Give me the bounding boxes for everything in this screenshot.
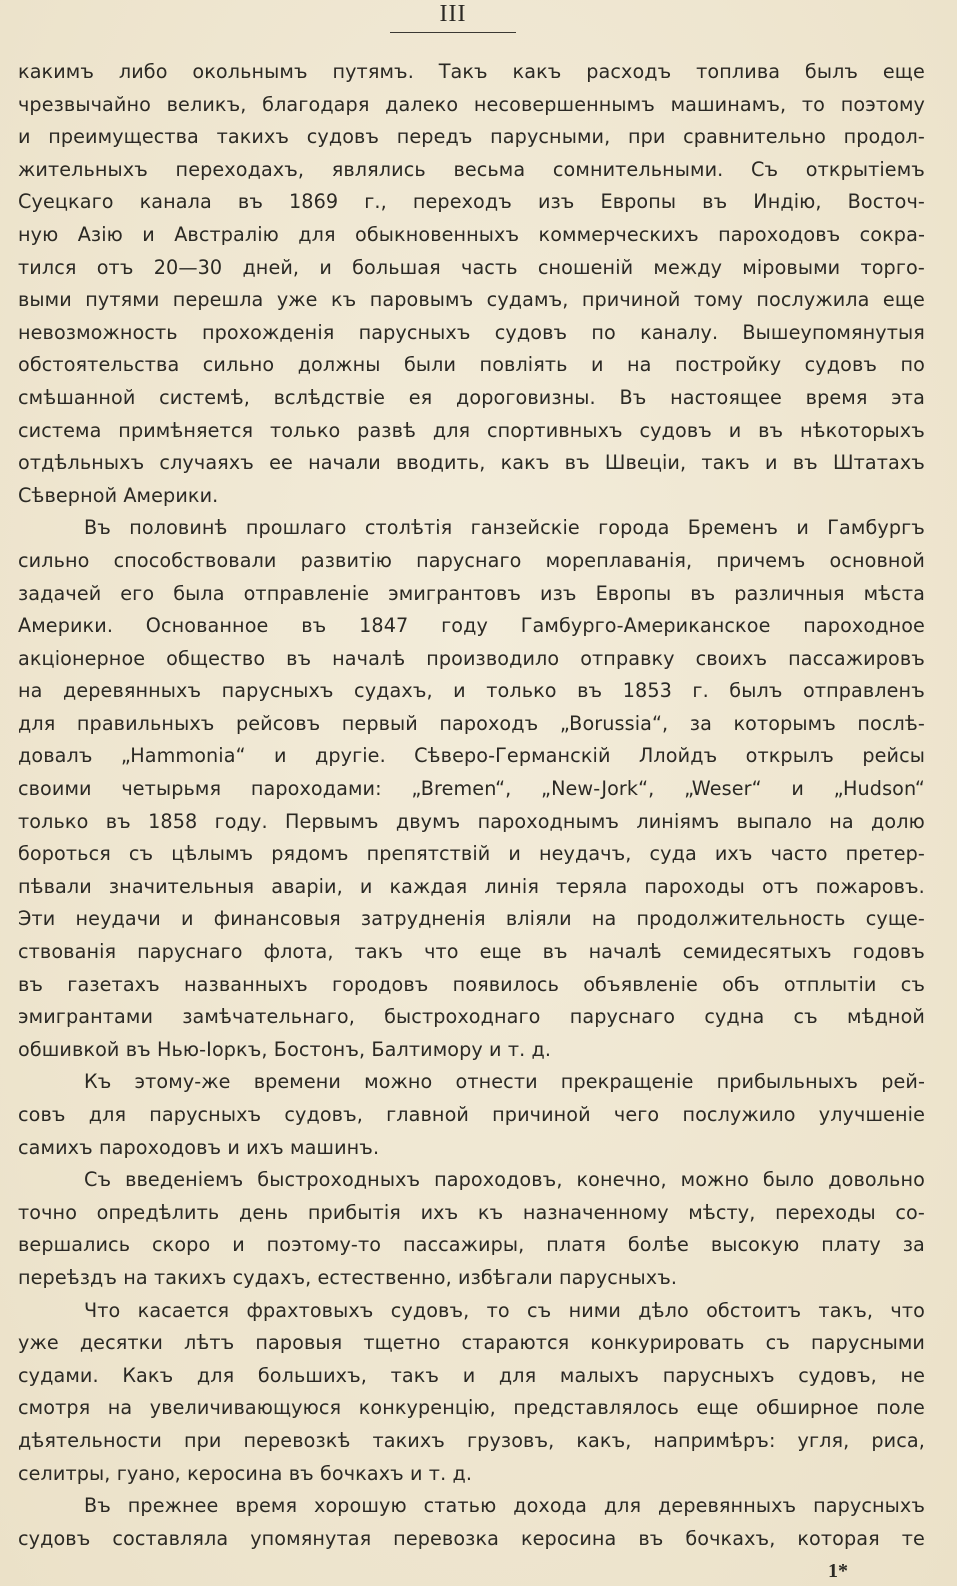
text-line xyxy=(18,903,925,936)
body-text xyxy=(18,56,925,1555)
text-line-content: сильно способствовали развитію паруснаго мореплаванія, причемъ основной xyxy=(18,548,925,572)
paragraph xyxy=(18,1066,925,1164)
text-line xyxy=(18,415,925,448)
text-line-content: обшивкой въ Нью-Іоркъ, Бостонъ, Балтимору и т. д. xyxy=(18,1037,552,1061)
text-line-content: вершались скоро и поэтому-то пассажиры, платя болѣе высокую плату за xyxy=(18,1233,925,1257)
text-line-content: тился отъ 20—30 дней, и большая часть сношеній между міровыми торго- xyxy=(18,255,925,279)
text-line-content: отдѣльныхъ случаяхъ ее начали вводить, какъ въ Швеціи, такъ и въ Штатахъ xyxy=(18,451,925,475)
text-line-content: совъ для парусныхъ судовъ, главной причиной чего послужило улучшеніе xyxy=(18,1103,925,1126)
text-line-content: уже десятки лѣтъ паровыя тщетно стараются конкурировать съ парусными xyxy=(18,1331,925,1355)
text-line xyxy=(18,838,925,871)
text-line-content: на деревянныхъ парусныхъ судахъ, и только въ 1853 г. былъ отправленъ xyxy=(18,679,925,703)
text-line xyxy=(18,610,925,643)
text-line-content: Суецкаго канала въ 1869 г., переходъ изъ Европы въ Индію, Восточ- xyxy=(18,190,925,214)
text-line xyxy=(18,154,925,187)
text-line-content: выми путями перешла уже къ паровымъ судамъ, причиной тому послужила еще xyxy=(18,288,925,312)
text-line xyxy=(18,317,925,350)
text-line-content: пѣвали значительныя аваріи, и каждая линія теряла пароходы отъ пожаровъ. xyxy=(18,874,925,898)
paragraph xyxy=(18,56,925,512)
text-line xyxy=(18,186,925,219)
text-line xyxy=(18,1392,925,1425)
text-line xyxy=(18,1262,925,1295)
text-line-content: задачей его была отправленіе эмигрантовъ изъ Европы въ различныя мѣста xyxy=(18,581,925,605)
text-line xyxy=(18,121,925,154)
text-line-content: только въ 1858 году. Первымъ двумъ пароходнымъ линіямъ выпало на долю xyxy=(18,809,925,833)
text-line-content: система примѣняется только развѣ для спортивныхъ судовъ и въ нѣкоторыхъ xyxy=(18,418,925,442)
text-line-content: точно опредѣлить день прибытія ихъ къ назначенному мѣсту, переходы со- xyxy=(18,1200,925,1224)
text-line xyxy=(18,382,925,415)
text-line-content: обстоятельства сильно должны были повліять и на постройку судовъ по xyxy=(18,353,925,377)
text-line-content: судами. Какъ для большихъ, такъ и для малыхъ парусныхъ судовъ, не xyxy=(18,1363,925,1387)
text-line-content: въ газетахъ названныхъ городовъ появилось объявленіе объ отплытіи съ xyxy=(18,972,925,996)
text-line xyxy=(18,1458,925,1491)
text-line-content: смотря на увеличивающуюся конкуренцію, представлялось еще обширное поле xyxy=(18,1396,925,1420)
text-line xyxy=(18,89,925,122)
text-line xyxy=(18,1229,925,1262)
signature-mark: 1* xyxy=(828,1560,848,1582)
text-line-content: довалъ „Hammonia“ и другіе. Сѣверо-Германскій Ллойдъ открылъ рейсы xyxy=(18,744,925,768)
text-line-content: селитры, гуано, керосина въ бочкахъ и т. д. xyxy=(18,1461,473,1485)
text-line xyxy=(18,1197,925,1230)
text-line-content: самихъ пароходовъ и ихъ машинъ. xyxy=(18,1135,380,1159)
text-line xyxy=(18,1034,925,1067)
paragraph xyxy=(18,512,925,1066)
text-line-content: Въ прежнее время хорошую статью дохода для деревянныхъ парусныхъ xyxy=(84,1494,925,1518)
text-line xyxy=(18,480,925,513)
text-line-content: Что касается фрахтовыхъ судовъ, то съ ними дѣло обстоитъ такъ, что xyxy=(84,1298,925,1322)
page-number-roman: III xyxy=(390,0,516,33)
text-line xyxy=(18,936,925,969)
paragraph xyxy=(18,1490,925,1555)
text-line-content: бороться съ цѣлымъ рядомъ препятствій и неудачъ, суда ихъ часто претер- xyxy=(18,842,925,866)
text-line xyxy=(18,643,925,676)
text-line-content: какимъ либо окольнымъ путямъ. Такъ какъ расходъ топлива былъ еще xyxy=(18,60,925,83)
text-line xyxy=(18,447,925,480)
text-line xyxy=(18,1490,925,1523)
text-line-content: Въ половинѣ прошлаго столѣтія ганзейскіе города Бременъ и Гамбургъ xyxy=(84,516,925,540)
text-line-content: дѣятельности при перевозкѣ такихъ грузовъ, какъ, напримѣръ: угля, риса, xyxy=(18,1428,925,1452)
text-line-content: Америки. Основанное въ 1847 году Гамбурго-Американское пароходное xyxy=(18,614,925,638)
text-line xyxy=(18,1295,925,1328)
text-line-content: для правильныхъ рейсовъ первый пароходъ „Borussia“, за которымъ послѣ- xyxy=(18,711,925,735)
text-line xyxy=(18,1001,925,1034)
text-line-content: ную Азію и Австралію для обыкновенныхъ коммерческихъ пароходовъ сокра- xyxy=(18,222,925,246)
text-line xyxy=(18,1425,925,1458)
text-line xyxy=(18,578,925,611)
text-line xyxy=(18,1360,925,1393)
text-line-content: своими четырьмя пароходами: „Bremen“, „New-Jork“, „Weser“ и „Hudson“ xyxy=(18,777,925,801)
text-line xyxy=(18,1523,925,1556)
text-line-content: смѣшанной системѣ, вслѣдствіе ея дороговизны. Въ настоящее время эта xyxy=(18,385,925,409)
text-line xyxy=(18,675,925,708)
text-line xyxy=(18,969,925,1002)
text-line-content: Эти неудачи и финансовыя затрудненія вліяли на продолжительность суще- xyxy=(18,907,925,931)
text-line-content: Къ этому-же времени можно отнести прекращеніе прибыльныхъ рей- xyxy=(84,1070,925,1094)
text-line xyxy=(18,1164,925,1197)
text-line xyxy=(18,545,925,578)
text-line-content: переѣздъ на такихъ судахъ, естественно, избѣгали парусныхъ. xyxy=(18,1265,678,1289)
paragraph xyxy=(18,1295,925,1491)
text-line-content: Съ введеніемъ быстроходныхъ пароходовъ, конечно, можно было довольно xyxy=(84,1168,925,1192)
text-line-content: чрезвычайно великъ, благодаря далеко несовершеннымъ машинамъ, то поэтому xyxy=(18,92,925,116)
text-line xyxy=(18,1099,925,1132)
text-line xyxy=(18,871,925,904)
text-line xyxy=(18,1327,925,1360)
text-line-content: акціонерное общество въ началѣ производило отправку своихъ пассажировъ xyxy=(18,646,925,670)
text-line-content: эмигрантами замѣчательнаго, быстроходнаго паруснаго судна съ мѣдной xyxy=(18,1005,925,1029)
text-line xyxy=(18,708,925,741)
text-line xyxy=(18,349,925,382)
paragraph xyxy=(18,1164,925,1294)
text-line-content: жительныхъ переходахъ, являлись весьма сомнительными. Съ открытіемъ xyxy=(18,157,925,181)
text-line xyxy=(18,806,925,839)
text-line-content: Сѣверной Америки. xyxy=(18,483,219,507)
text-line xyxy=(18,252,925,285)
text-line xyxy=(18,219,925,252)
text-line-content: судовъ составляла упомянутая перевозка керосина въ бочкахъ, которая те xyxy=(18,1526,925,1550)
text-line xyxy=(18,56,925,89)
text-line xyxy=(18,773,925,806)
text-line xyxy=(18,1132,925,1165)
text-line xyxy=(18,284,925,317)
text-line xyxy=(18,740,925,773)
text-line xyxy=(18,1066,925,1099)
text-line-content: и преимущества такихъ судовъ передъ парусными, при сравнительно продол- xyxy=(18,125,925,149)
text-line-content: невозможность прохожденія парусныхъ судовъ по каналу. Вышеупомянутыя xyxy=(18,320,925,344)
text-line xyxy=(18,512,925,545)
text-line-content: ствованія паруснаго флота, такъ что еще въ началѣ семидесятыхъ годовъ xyxy=(18,940,925,964)
